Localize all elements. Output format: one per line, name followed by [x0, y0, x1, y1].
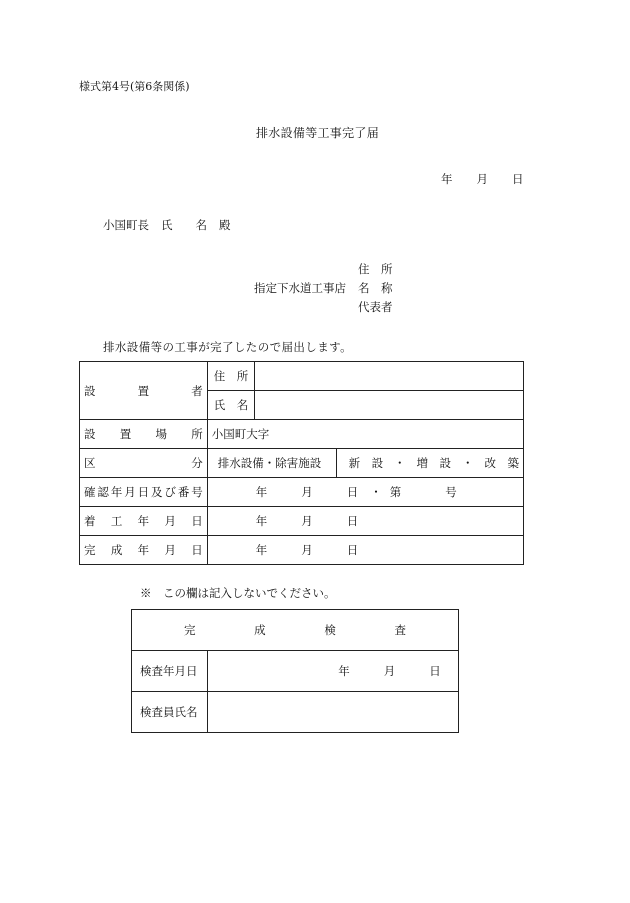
- confirm-day: 日: [346, 485, 359, 499]
- applicant-rep-label: 代表者: [358, 300, 393, 314]
- inspection-day: 日: [429, 664, 441, 678]
- location-field[interactable]: 小国町大字: [207, 420, 523, 449]
- installer-address-field[interactable]: [254, 362, 523, 391]
- inspection-title: 完 成 検 査: [184, 623, 406, 637]
- inspection-date-field[interactable]: [208, 651, 459, 692]
- complete-month: 月: [301, 543, 313, 557]
- inspection-table: [131, 609, 459, 733]
- document-title: 排水設備等工事完了届: [256, 126, 380, 140]
- category-separator: ・: [461, 456, 474, 470]
- confirm-label-cell: [80, 478, 208, 507]
- location-label: 設 置 場 所: [84, 427, 203, 441]
- date-day: 日: [512, 172, 524, 186]
- applicant-address-label: 住 所: [358, 262, 393, 276]
- category-separator: ・: [394, 456, 406, 470]
- name-sub-label: 氏 名: [207, 391, 254, 420]
- applicant-name-label: 名 称: [358, 281, 393, 295]
- complete-date-field[interactable]: [207, 536, 523, 565]
- start-label-cell: [80, 507, 208, 536]
- inspection-date-label: 検査年月日: [132, 651, 208, 692]
- addressee-honorific: 殿: [219, 218, 231, 232]
- installer-name-field[interactable]: [254, 391, 523, 420]
- inspector-name-field[interactable]: [208, 692, 459, 733]
- applicant-org-label: 指定下水道工事店: [254, 281, 346, 295]
- completion-form-table: [79, 361, 524, 565]
- complete-day: 日: [346, 543, 359, 557]
- category-label: 区 分: [84, 456, 203, 470]
- category-options: [336, 449, 523, 478]
- inspection-title-cell: [132, 610, 459, 651]
- start-label: 着 工 年 月 日: [84, 514, 203, 528]
- category-option-mod[interactable]: 改 築: [484, 456, 519, 470]
- form-number: 様式第4号(第6条関係): [79, 80, 190, 93]
- start-date-field[interactable]: [207, 507, 523, 536]
- addressee-title: 小国町長: [103, 218, 149, 232]
- date-month: 月: [476, 172, 488, 186]
- installer-label-cell: [80, 362, 208, 420]
- complete-label-cell: [80, 536, 208, 565]
- office-use-note: ※ この欄は記入しないでください。: [140, 586, 336, 600]
- complete-year: 年: [255, 543, 268, 557]
- complete-label: 完 成 年 月 日: [84, 543, 203, 557]
- installer-label: 設 置 者: [84, 383, 203, 398]
- category-option-new[interactable]: 新 設: [348, 456, 384, 470]
- confirm-year: 年: [255, 485, 268, 499]
- confirm-month: 月: [301, 485, 313, 499]
- date-year: 年: [441, 172, 453, 186]
- addressee: [103, 218, 231, 232]
- body-text: 排水設備等の工事が完了したので届出します。: [103, 340, 352, 354]
- submission-date: [441, 172, 524, 186]
- inspection-year: 年: [338, 664, 350, 678]
- confirm-dot: ・: [370, 485, 382, 499]
- confirm-no-suffix: 号: [445, 485, 457, 499]
- category-type[interactable]: 排水設備・除害施設: [207, 449, 336, 478]
- start-day: 日: [346, 514, 359, 528]
- start-year: 年: [255, 514, 268, 528]
- inspector-name-label: 検査員氏名: [132, 692, 208, 733]
- address-sub-label: 住 所: [207, 362, 254, 391]
- location-label-cell: [80, 420, 208, 449]
- confirm-date-field[interactable]: [207, 478, 523, 507]
- category-label-cell: [80, 449, 208, 478]
- confirm-no-prefix: 第: [389, 485, 402, 499]
- category-option-add[interactable]: 増 設: [416, 456, 452, 470]
- inspection-month: 月: [383, 664, 396, 678]
- addressee-name: 氏 名: [161, 218, 207, 232]
- confirm-label: 確 認 年 月 日 及 び 番 号: [84, 485, 203, 499]
- start-month: 月: [301, 514, 313, 528]
